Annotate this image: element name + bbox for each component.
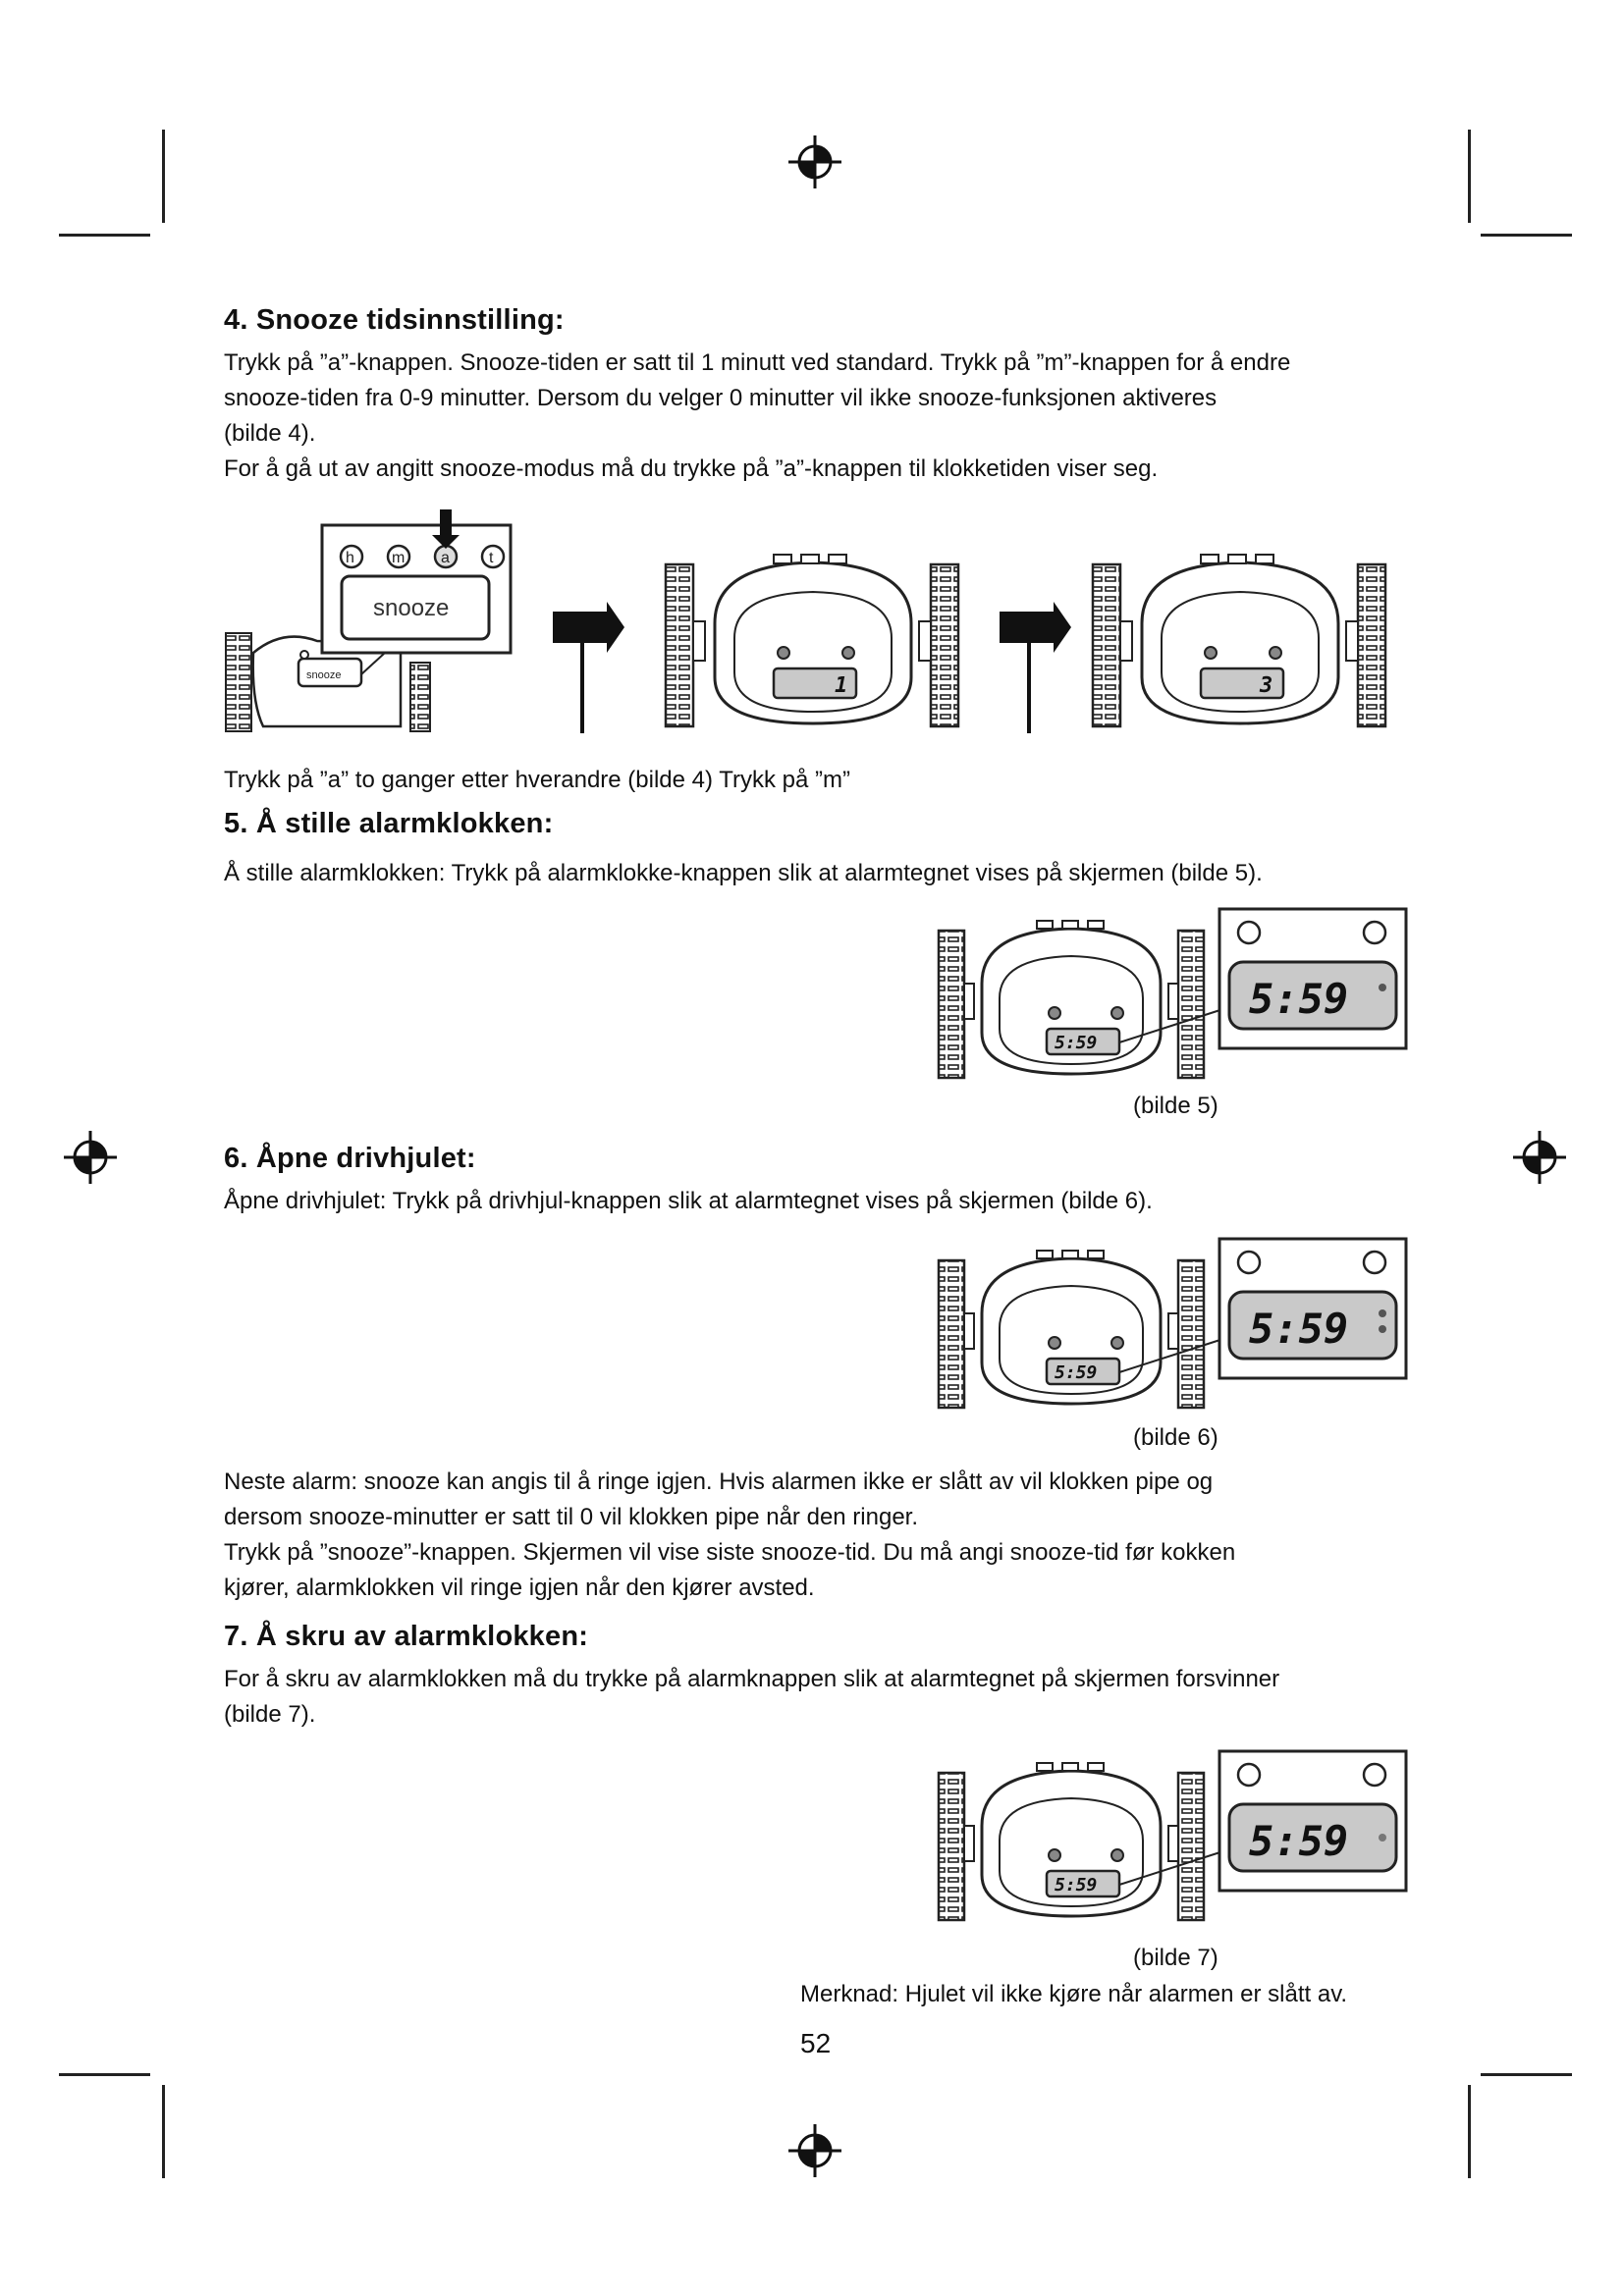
- figure-5-caption: (bilde 5): [1133, 1093, 1218, 1119]
- button-m-label: m: [392, 550, 406, 566]
- figure-4-illustration: [224, 506, 1417, 741]
- small-snooze-label: snooze: [306, 669, 342, 681]
- large-display-time-7: 5:59: [1249, 1817, 1349, 1865]
- crop-mark: [1468, 130, 1471, 223]
- step-arrow-icon: [553, 602, 624, 733]
- button-panel-zoom: [322, 525, 511, 653]
- crop-mark: [162, 2085, 165, 2178]
- alarm-indicator-icon: [1379, 1309, 1386, 1317]
- crop-mark: [1481, 234, 1572, 237]
- crop-mark: [1468, 2085, 1471, 2178]
- figure-7-illustration: [933, 1747, 1414, 1924]
- figure-4-caption: Trykk på ”a” to ganger etter hverandre (bilde 4) Trykk på ”m”: [224, 767, 851, 793]
- figure-5-illustration: [933, 905, 1414, 1082]
- section-6-line: Åpne drivhjulet: Trykk på drivhjul-knappen slik at alarmtegnet vises på skjermen (bilde 6).: [224, 1188, 1153, 1214]
- section-7-line: For å skru av alarmklokken må du trykke på alarmknappen slik at alarmtegnet på skjermen forsvinner: [224, 1666, 1280, 1692]
- next-alarm-line: Neste alarm: snooze kan angis til å ringe igjen. Hvis alarmen ikke er slått av vil klokken pipe og: [224, 1468, 1214, 1495]
- figure-6-illustration: [933, 1235, 1414, 1412]
- crop-mark: [59, 234, 150, 237]
- robot-display-2: [1093, 555, 1385, 726]
- small-display-time-6: 5:59: [1055, 1362, 1098, 1383]
- crop-mark: [59, 2073, 150, 2076]
- display-value-2: 3: [1260, 673, 1273, 698]
- section-4-line: (bilde 4).: [224, 420, 316, 447]
- registration-mark-icon: [1513, 1131, 1566, 1184]
- next-alarm-line: Trykk på ”snooze”-knappen. Skjermen vil vise siste snooze-tid. Du må angi snooze-tid før kokken: [224, 1539, 1236, 1566]
- section-4-line: snooze-tiden fra 0-9 minutter. Dersom du velger 0 minutter vil ikke snooze-funksjonen aktiveres: [224, 385, 1218, 411]
- figure-6-caption: (bilde 6): [1133, 1424, 1218, 1451]
- section-4-line: Trykk på ”a”-knappen. Snooze-tiden er satt til 1 minutt ved standard. Trykk på ”m”-knappen for å endre: [224, 349, 1291, 376]
- step-arrow-icon: [1000, 602, 1071, 733]
- alarm-indicator-icon: [1379, 984, 1386, 991]
- small-display-time-5: 5:59: [1055, 1033, 1098, 1053]
- crop-mark: [1481, 2073, 1572, 2076]
- large-display-time-6: 5:59: [1249, 1305, 1349, 1353]
- registration-mark-icon: [64, 1131, 117, 1184]
- small-display-time-7: 5:59: [1055, 1875, 1098, 1896]
- crop-mark: [162, 130, 165, 223]
- registration-mark-icon: [788, 2124, 841, 2177]
- large-display-time-5: 5:59: [1249, 975, 1349, 1023]
- page-number: 52: [800, 2028, 832, 2058]
- section-5-line: Å stille alarmklokken: Trykk på alarmklokke-knappen slik at alarmtegnet vises på skjermen (bilde 5).: [224, 860, 1263, 886]
- display-value-1: 1: [835, 673, 848, 698]
- registration-mark-icon: [788, 135, 841, 188]
- note-text: Merknad: Hjulet vil ikke kjøre når alarmen er slått av.: [800, 1981, 1348, 2007]
- figure-7-caption: (bilde 7): [1133, 1945, 1218, 1971]
- next-alarm-line: kjører, alarmklokken vil ringe igjen når den kjører avsted.: [224, 1575, 815, 1601]
- wheel-indicator-icon: [1379, 1834, 1386, 1842]
- section-4-heading: 4. Snooze tidsinnstilling:: [224, 304, 565, 336]
- snooze-panel-label: snooze: [373, 595, 450, 621]
- button-t-label: t: [489, 550, 494, 566]
- section-7-line: (bilde 7).: [224, 1701, 316, 1728]
- next-alarm-line: dersom snooze-minutter er satt til 0 vil klokken pipe når den ringer.: [224, 1504, 919, 1530]
- section-7-heading: 7. Å skru av alarmklokken:: [224, 1621, 589, 1652]
- button-h-label: h: [346, 550, 354, 566]
- button-a-label: a: [441, 550, 450, 566]
- wheel-indicator-icon: [1379, 1325, 1386, 1333]
- section-5-heading: 5. Å stille alarmklokken:: [224, 808, 554, 839]
- robot-display-1: [666, 555, 958, 726]
- section-6-heading: 6. Åpne drivhjulet:: [224, 1143, 476, 1174]
- section-4-line: For å gå ut av angitt snooze-modus må du trykke på ”a”-knappen til klokketiden viser seg.: [224, 455, 1159, 482]
